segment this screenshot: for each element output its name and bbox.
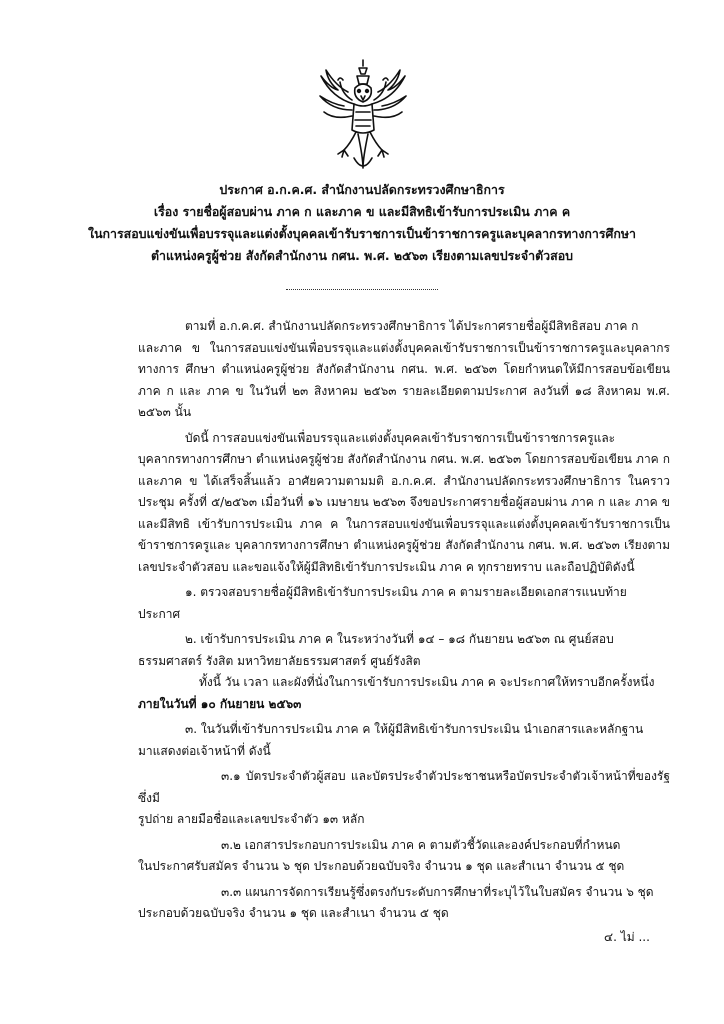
list-item-first-line: ๒. เข้ารับการประเมิน ภาค ค ในระหว่างวันที่ ๑๔ – ๑๘ กันยายน ๒๕๖๓ ณ ศูนย์สอบ [185, 632, 614, 646]
sub-item-continuation: ประกอบด้วยฉบับจริง จำนวน ๑ ชุด และสำเนา จำนวน ๕ ชุด [138, 906, 449, 920]
sub-item-continuation: ในประกาศรับสมัคร จำนวน ๖ ชุด ประกอบด้วยฉบับจริง จำนวน ๑ ชุด และสำเนา จำนวน ๕ ชุด [138, 859, 625, 873]
list-item-continuation: มาแสดงต่อเจ้าหน้าที่ ดังนี้ [138, 743, 271, 758]
list-item-continuation: ธรรมศาสตร์ รังสิต มหาวิทยาลัยธรรมศาสตร์ ศูนย์รังสิต [138, 653, 421, 668]
sub-item-continuation: รูปถ่าย ลายมือชื่อและเลขประจำตัว ๑๓ หลัก [138, 812, 365, 826]
page-continuation-marker: ๔. ไม่ ... [604, 930, 650, 944]
announcement-issuer: ประกาศ อ.ก.ค.ศ. สำนักงานปลัดกระทรวงศึกษาธิการ [219, 182, 505, 197]
announcement-subject: เรื่อง รายชื่อผู้สอบผ่าน ภาค ก และภาค ข และมีสิทธิเข้ารับการประเมิน ภาค ค [153, 204, 571, 219]
sub-item-first-line: ๓.๒ เอกสารประกอบการประเมิน ภาค ค ตามตัวชี้วัดและองค์ประกอบที่กำหนด [221, 837, 621, 852]
announcement-subject-line: ในการสอบแข่งขันเพื่อบรรจุและแต่งตั้งบุคคลเข้ารับราชการเป็นข้าราชการครูและบุคลากรทางการศึกษา [88, 226, 636, 241]
list-item-first-line: ๓. ในวันที่เข้ารับการประเมิน ภาค ค ให้ผู้มีสิทธิเข้ารับการประเมิน นำเอกสารและหลักฐาน [185, 722, 644, 736]
garuda-emblem-icon [318, 58, 408, 174]
announcement-body [138, 316, 670, 925]
list-item-first-line: ๑. ตรวจสอบรายชื่อผู้มีสิทธิเข้ารับการประเมิน ภาค ค ตามรายละเอียดเอกสารแนบท้าย [185, 585, 627, 599]
paragraph-first-line: ตามที่ อ.ก.ค.ศ. สำนักงานปลัดกระทรวงศึกษาธิการ ได้ประกาศรายชื่อผู้มีสิทธิสอบ ภาค ก [185, 319, 639, 333]
announcement-subject-line: ตำแหน่งครูผู้ช่วย สังกัดสำนักงาน กศน. พ.ศ. ๒๕๖๓ เรียงตามเลขประจำตัวสอบ [150, 248, 574, 263]
note-first-line: ทั้งนี้ วัน เวลา และผังที่นั่งในการเข้ารับการประเมิน ภาค ค จะประกาศให้ทราบอีกครั้งหนึ่ง [199, 675, 655, 689]
sub-item-first-line: ๓.๑ บัตรประจำตัวผู้สอบ และบัตรประจำตัวประชาชนหรือบัตรประจำตัวเจ้าหน้าที่ของรัฐซึ่งมี [138, 769, 670, 805]
list-item-continuation: ประกาศ [138, 606, 181, 621]
dotted-divider [286, 289, 438, 290]
paragraph-body: และภาค ข ในการสอบแข่งขันเพื่อบรรจุและแต่งตั้งบุคคลเข้ารับราชการเป็นข้าราชการครูและบุคลากรทางการ ศึกษา ตำแหน่งครูผู้ช่วย สังกัดสำนักงาน กศน. พ.ศ. ๒๕๖๓ โดยกำหนดให้มีการสอบข้อเขียน ภาค ก และ ภาค ข ในวันที่ ๒๓ สิงหาคม ๒๕๖๓ รายละเอียดตามประกาศ ลงวันที่ ๑๘ สิงหาคม พ.ศ. ๒๕๖๓ นั้น [138, 340, 670, 419]
paragraph-first-line: บัดนี้ การสอบแข่งขันเพื่อบรรจุและแต่งตั้งบุคคลเข้ารับราชการเป็นข้าราชการครูและ [185, 430, 616, 445]
note-deadline: ภายในวันที่ ๑๐ กันยายน ๒๕๖๓ [138, 696, 302, 711]
sub-item-first-line: ๓.๓ แผนการจัดการเรียนรู้ซึ่งตรงกับระดับการศึกษาที่ระบุไว้ในใบสมัคร จำนวน ๖ ชุด [221, 884, 654, 899]
paragraph-body: บุคลากรทางการศึกษา ตำแหน่งครูผู้ช่วย สังกัดสำนักงาน กศน. พ.ศ. ๒๕๖๓ โดยการสอบข้อเขียน ภาค ก และภาค ข ได้เสร็จสิ้นแล้ว อาศัยความตามมติ อ.ก.ค.ศ. สำนักงานปลัดกระทรวงศึกษาธิการ ในคราวประชุม ครั้งที่ ๕/๒๕๖๓ เมื่อวันที่ ๑๖ เมษายน ๒๕๖๓ จึงขอประกาศรายชื่อผู้สอบผ่าน ภาค ก และ ภาค ข และมีสิทธิ เข้ารับการประเมิน ภาค ค ในการสอบแข่งขันเพื่อบรรจุและแต่งตั้งบุคคลเข้ารับราชการเป็นข้าราชการครูและ บุคลากรทางการศึกษา ตำแหน่งครูผู้ช่วย สังกัดสำนักงาน กศน. พ.ศ. ๒๕๖๓ เรียงตามเลขประจำตัวสอบ และขอแจ้งให้ผู้มีสิทธิเข้ารับการประเมิน ภาค ค ทุกรายทราบ และถือปฏิบัติดังนี้ [138, 452, 670, 574]
